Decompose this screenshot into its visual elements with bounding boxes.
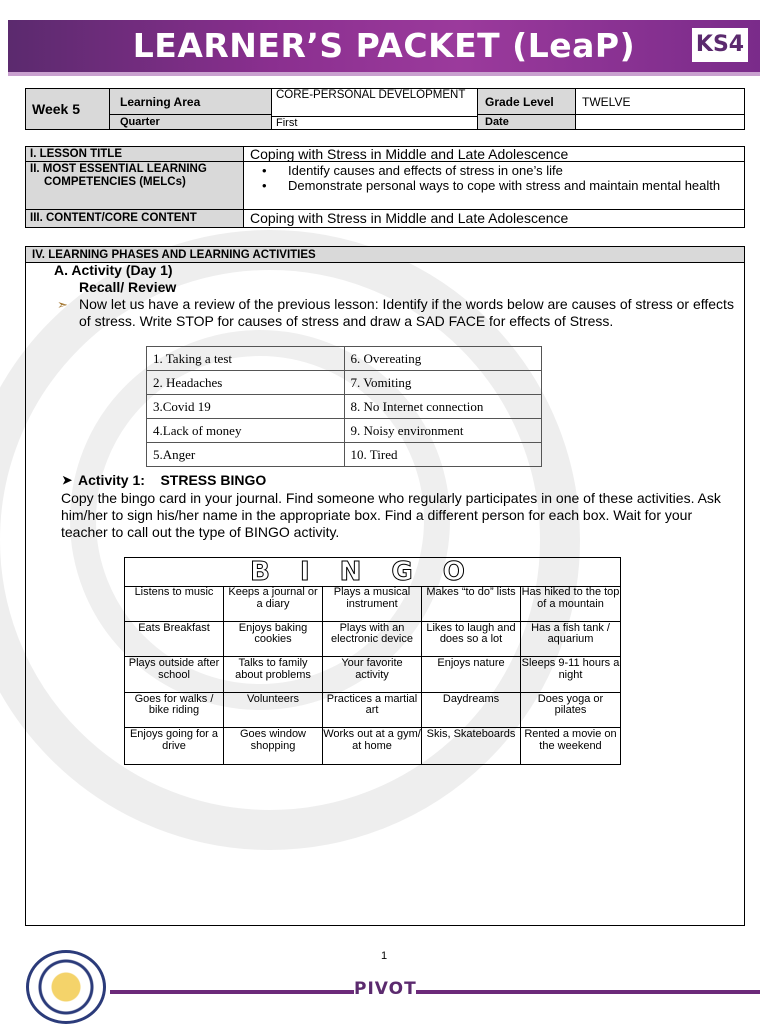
lesson-title-value: Coping with Stress in Middle and Late Adolescence <box>244 147 744 162</box>
phases-heading: IV. LEARNING PHASES AND LEARNING ACTIVITIES <box>26 247 744 263</box>
chevron-right-icon: ➤ <box>62 473 73 487</box>
review-cell: 3.Covid 19 <box>147 395 345 419</box>
bingo-card <box>124 557 621 765</box>
bingo-cell: Skis, Skateboards <box>422 728 521 764</box>
header-banner <box>8 20 760 72</box>
review-cell: 4.Lack of money <box>147 419 345 443</box>
bingo-cell: Keeps a journal or a diary <box>224 586 323 622</box>
page-number: 1 <box>380 950 388 962</box>
date-value <box>576 115 744 129</box>
footer-line <box>110 990 760 994</box>
activity-a-heading: A. Activity (Day 1) <box>54 262 173 278</box>
activity-1-instructions: Copy the bingo card in your journal. Find someone who regularly participates in one of these activities. Ask him/her to sign his/her name in the appropriate box. Find a different person for each box. Wait for your teacher to call out the type of BINGO activity. <box>61 490 721 540</box>
recall-heading: Recall/ Review <box>79 279 177 295</box>
review-cell: 8. No Internet connection <box>344 395 542 419</box>
lesson-title-label: I. LESSON TITLE <box>26 147 244 162</box>
bingo-cell: Eats Breakfast <box>125 622 224 658</box>
learning-area-label: Learning Area <box>110 89 272 115</box>
review-cell: 5.Anger <box>147 443 345 467</box>
banner-underline <box>8 72 760 76</box>
bingo-cell: Talks to family about problems <box>224 657 323 693</box>
review-cell: 6. Overeating <box>344 347 542 371</box>
bingo-cell: Listens to music <box>125 586 224 622</box>
lesson-table <box>25 146 745 228</box>
bingo-cell: Works out at a gym/ at home <box>323 728 422 764</box>
bingo-cell: Daydreams <box>422 693 521 729</box>
bingo-cell: Sleeps 9-11 hours a night <box>521 657 620 693</box>
review-cell: 9. Noisy environment <box>344 419 542 443</box>
quarter-label: Quarter <box>110 115 272 129</box>
melc-label-line-1: II. MOST ESSENTIAL LEARNING <box>30 163 207 175</box>
bingo-cell: Plays outside after school <box>125 657 224 693</box>
melc-label <box>26 162 244 210</box>
bingo-cell: Plays with an electronic device <box>323 622 422 658</box>
content-label: III. CONTENT/CORE CONTENT <box>26 210 244 227</box>
packet-title: LEARNER’S PACKET (LeaP) <box>132 26 636 65</box>
review-table <box>146 346 542 467</box>
bingo-cell: Does yoga or pilates <box>521 693 620 729</box>
quarter-value: First <box>272 117 478 129</box>
bingo-cell: Volunteers <box>224 693 323 729</box>
bingo-cell: Plays a musical instrument <box>323 586 422 622</box>
bingo-cell: Enjoys baking cookies <box>224 622 323 658</box>
bingo-grid <box>125 586 620 764</box>
info-table <box>25 88 745 130</box>
bingo-cell: Goes window shopping <box>224 728 323 764</box>
bingo-cell: Enjoys going for a drive <box>125 728 224 764</box>
table-row <box>147 347 542 371</box>
bingo-cell: Has a fish tank / aquarium <box>521 622 620 658</box>
table-row <box>147 371 542 395</box>
bingo-cell: Rented a movie on the weekend <box>524 728 617 752</box>
bingo-cell: Practices a martial art <box>323 693 422 729</box>
review-cell: 10. Tired <box>344 443 542 467</box>
review-instructions: Now let us have a review of the previous lesson: Identify if the words below are causes of stress or effects of stress. Write STOP for causes of stress and draw a SAD FACE for effects of Stress. <box>79 296 734 329</box>
bingo-cell: Has hiked to the top of a mountain <box>521 586 620 622</box>
melc-list <box>250 163 744 193</box>
ks4-badge: KS4 <box>692 28 748 62</box>
bingo-cell: Makes “to do” lists <box>422 586 521 622</box>
content-value: Coping with Stress in Middle and Late Adolescence <box>250 210 569 226</box>
table-row <box>147 419 542 443</box>
bingo-cell: Likes to laugh and does so a lot <box>422 622 521 658</box>
bingo-cell: Goes for walks / bike riding <box>125 693 224 729</box>
bingo-cell: Enjoys nature <box>422 657 521 693</box>
pivot-logo: PIVOT <box>354 979 417 999</box>
activity-1-heading: Activity 1: STRESS BINGO <box>78 472 267 488</box>
date-label: Date <box>478 115 576 129</box>
bingo-title: BINGO <box>125 558 620 587</box>
melc-values <box>244 162 744 210</box>
grade-level-value: TWELVE <box>576 89 744 115</box>
review-cell: 1. Taking a test <box>147 347 345 371</box>
melc-item: • Identify causes and effects of stress in one’s life <box>288 163 744 178</box>
week-label: Week 5 <box>26 89 110 129</box>
melc-label-line-2: COMPETENCIES (MELCs) <box>44 176 186 188</box>
review-cell: 2. Headaches <box>147 371 345 395</box>
arrow-bullet-icon: ➣ <box>57 297 68 312</box>
bingo-cell: Your favorite activity <box>323 657 422 693</box>
review-cell: 7. Vomiting <box>344 371 542 395</box>
table-row <box>147 395 542 419</box>
learning-area-value: CORE-PERSONAL DEVELOPMENT <box>272 89 478 117</box>
melc-item: • Demonstrate personal ways to cope with stress and maintain mental health <box>288 178 744 193</box>
table-row <box>147 443 542 467</box>
school-seal-icon <box>26 950 106 1024</box>
grade-level-label: Grade Level <box>478 89 576 115</box>
